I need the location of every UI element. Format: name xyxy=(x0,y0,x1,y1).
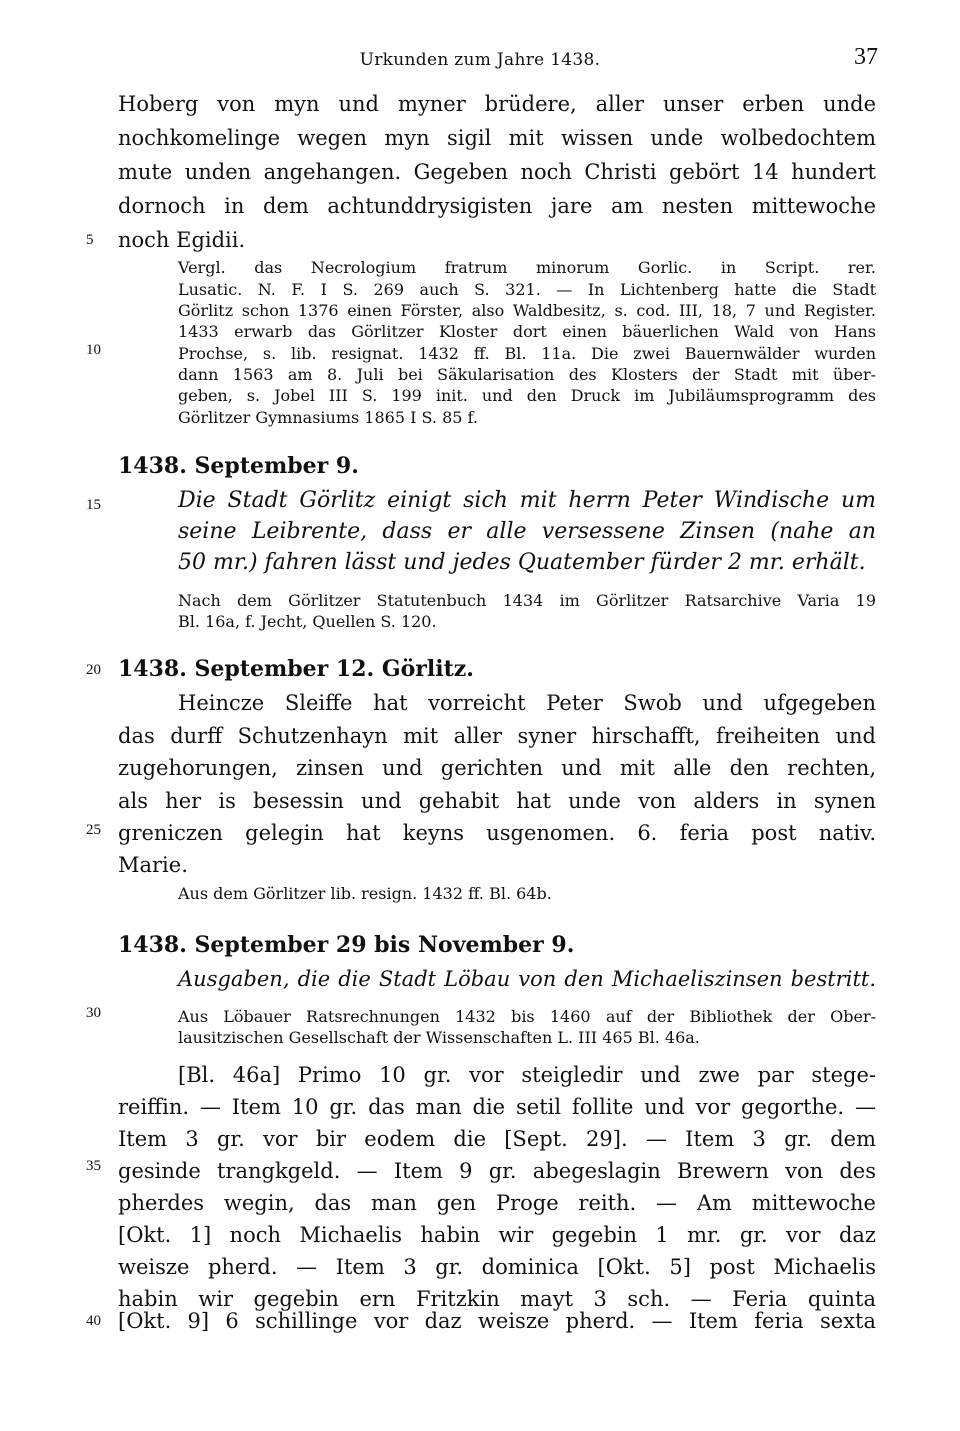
regest-line: Ausgaben, die die Stadt Löbau von den Michaeliszinsen bestritt. xyxy=(178,967,876,991)
line-number: 25 xyxy=(86,822,101,838)
line-number: 40 xyxy=(86,1313,101,1329)
body-line: Item 3 gr. vor bir eodem die [Sept. 29]. — Item 3 gr. dem xyxy=(118,1127,876,1151)
entry-heading: 1438. September 9. xyxy=(118,453,359,479)
body-line: dornoch in dem achtunddrysigisten jare am nesten mittewoche xyxy=(118,194,876,218)
regest-line: seine Leibrente, dass er alle versessene Zinsen (nahe an xyxy=(178,519,876,544)
note-line: 1433 erwarb das Görlitzer Kloster dort einen bäuerlichen Wald von Hans xyxy=(178,322,876,341)
body-line: [Bl. 46a] Primo 10 gr. vor steigledir und zwe par stege- xyxy=(178,1063,876,1087)
note-line: Görlitz schon 1376 einen Förster, also Waldbesitz, s. cod. III, 18, 7 und Register. xyxy=(178,301,876,320)
body-line: [Okt. 9] 6 schillinge vor daz weisze pherd. — Item feria sexta xyxy=(118,1309,876,1333)
body-line: zugehorungen, zinsen und gerichten und mit alle den rechten, xyxy=(118,756,876,780)
body-line: Heincze Sleiffe hat vorreicht Peter Swob und ufgegeben xyxy=(178,691,876,715)
line-number: 20 xyxy=(86,662,101,678)
note-line: Görlitzer Gymnasiums 1865 I S. 85 f. xyxy=(178,408,478,427)
entry-heading: 1438. September 12. Görlitz. xyxy=(118,656,474,682)
body-line: pherdes wegin, das man gen Proge reith. — Am mittewoche xyxy=(118,1191,876,1215)
body-line: gesinde trangkgeld. — Item 9 gr. abegeslagin Brewern von des xyxy=(118,1159,876,1183)
note-line: Aus dem Görlitzer lib. resign. 1432 ff. Bl. 64b. xyxy=(178,884,552,903)
note-line: Lusatic. N. F. I S. 269 auch S. 321. — In Lichtenberg hatte die Stadt xyxy=(178,280,876,299)
body-line: reiffin. — Item 10 gr. das man die setil follite und vor gegorthe. — xyxy=(118,1095,876,1119)
note-line: Prochse, s. lib. resignat. 1432 ff. Bl. 11a. Die zwei Bauernwälder wurden xyxy=(178,344,876,363)
note-line: Vergl. das Necrologium fratrum minorum Gorlic. in Script. rer. xyxy=(178,258,876,277)
body-line: das durff Schutzenhayn mit aller syner hirschafft, freiheiten und xyxy=(118,724,876,748)
page-number: 37 xyxy=(854,44,878,70)
body-line: Marie. xyxy=(118,853,188,877)
body-line: [Okt. 1] noch Michaelis habin wir gegebin 1 mr. gr. vor daz xyxy=(118,1223,876,1247)
body-line: Hoberg von myn und myner brüdere, aller unser erben unde xyxy=(118,92,876,116)
line-number: 15 xyxy=(86,497,101,513)
note-line: Aus Löbauer Ratsrechnungen 1432 bis 1460 auf der Bibliothek der Ober- xyxy=(178,1007,876,1026)
body-line: greniczen gelegin hat keyns usgenomen. 6. feria post nativ. xyxy=(118,821,876,845)
note-line: lausitzischen Gesellschaft der Wissenschaften L. III 465 Bl. 46a. xyxy=(178,1028,700,1047)
line-number: 35 xyxy=(86,1158,101,1174)
note-line: geben, s. Jobel III S. 199 init. und den Druck im Jubiläumsprogramm des xyxy=(178,386,876,405)
note-line: Bl. 16a, f. Jecht, Quellen S. 120. xyxy=(178,612,437,631)
body-line: nochkomelinge wegen myn sigil mit wissen unde wolbedochtem xyxy=(118,126,876,150)
body-line: weisze pherd. — Item 3 gr. dominica [Okt. 5] post Michaelis xyxy=(118,1255,876,1279)
entry-heading: 1438. September 29 bis November 9. xyxy=(118,932,575,958)
line-number: 5 xyxy=(86,232,94,248)
body-line: als her is besessin und gehabit hat unde von alders in synen xyxy=(118,789,876,813)
line-number: 10 xyxy=(86,342,101,358)
body-line: noch Egidii. xyxy=(118,228,246,252)
note-line: Nach dem Görlitzer Statutenbuch 1434 im Görlitzer Ratsarchive Varia 19 xyxy=(178,591,876,610)
note-line: dann 1563 am 8. Juli bei Säkularisation des Klosters der Stadt mit über- xyxy=(178,365,876,384)
running-head: Urkunden zum Jahre 1438. xyxy=(359,50,601,70)
line-number: 30 xyxy=(86,1005,101,1021)
regest-line: Die Stadt Görlitz einigt sich mit herrn Peter Windische um xyxy=(178,488,876,513)
regest-line: 50 mr.) fahren lässt und jedes Quatember fürder 2 mr. erhält. xyxy=(178,550,866,575)
body-line: habin wir gegebin ern Fritzkin mayt 3 sch. — Feria quinta xyxy=(118,1287,876,1311)
body-line: mute unden angehangen. Gegeben noch Christi gebört 14 hundert xyxy=(118,160,876,184)
